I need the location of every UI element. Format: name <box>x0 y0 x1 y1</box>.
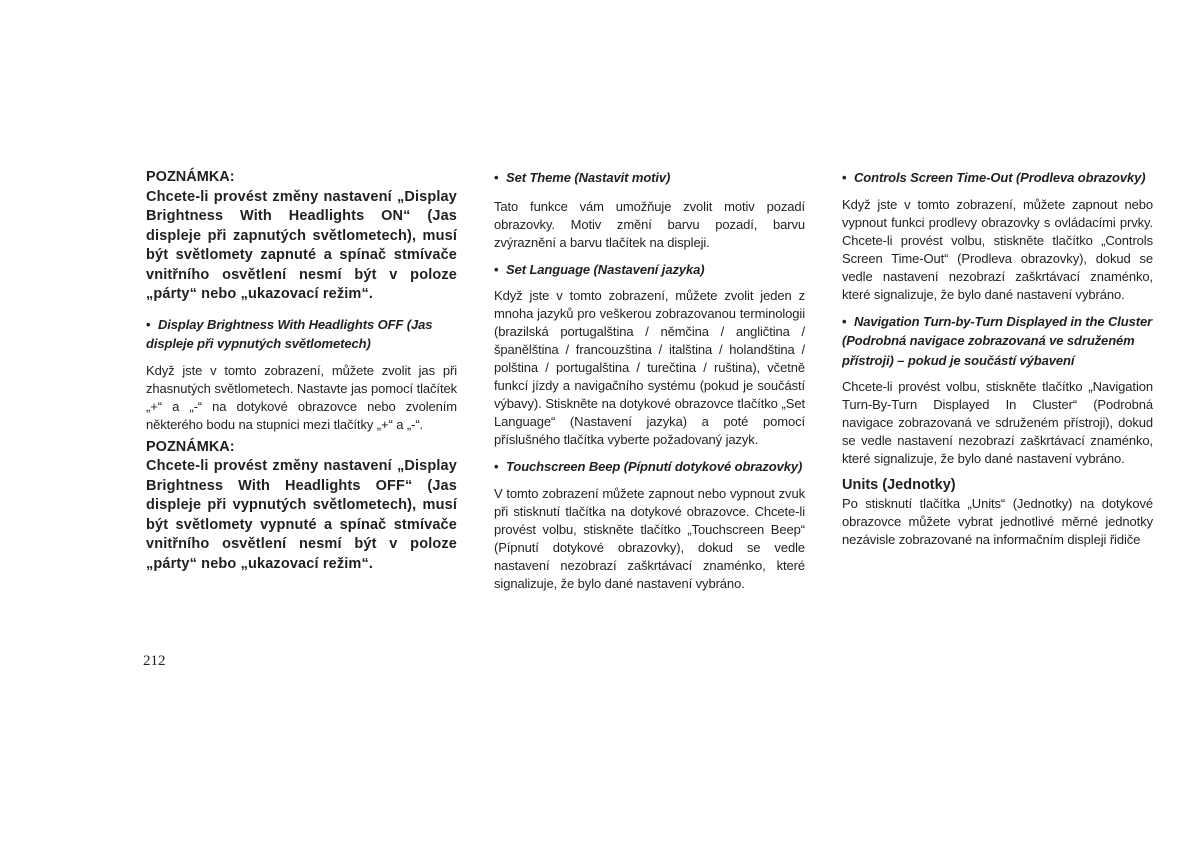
column-middle <box>494 168 805 593</box>
bullet-heading-touchscreen-beep: • Touchscreen Beep (Pípnutí dotykové obrazovky) <box>494 457 805 477</box>
bullet-icon: • <box>494 459 499 474</box>
bullet-heading-navigation-cluster: • Navigation Turn-by-Turn Displayed in the Cluster (Podrobná navigace zobrazovaná ve sdruženém přístroji) – pokud je součástí výbavení <box>842 313 1153 368</box>
bullet-icon: • <box>842 313 847 329</box>
note-heading: POZNÁMKA: <box>146 169 235 185</box>
paragraph: Tato funkce vám umožňuje zvolit motiv pozadí obrazovky. Motiv změní barvu pozadí, barvu zvýraznění a barvu tlačítek na displeji. <box>494 198 805 250</box>
paragraph: Po stisknutí tlačítka „Units“ (Jednotky) na dotykové obrazovce můžete vybrat jednotlivé měrné jednotky nezávisle zobrazované na informačním displeji řidiče <box>842 496 1153 547</box>
bullet-heading-set-language: • Set Language (Nastavení jazyka) <box>494 260 805 280</box>
bullet-heading-brightness-off: • Display Brightness With Headlights OFF (Jas displeje při vypnutých světlometech) <box>146 316 433 351</box>
bullet-icon: • <box>842 170 847 185</box>
note-text: Chcete-li provést změny nastavení „Display Brightness With Headlights OFF“ (Jas displeje při vypnutých světlometech), musí být světlomety vypnuté a spínač stmívače vnitřního osvětlení nesmí být v poloze „párty“ nebo „ukazovací režim“. <box>146 458 457 572</box>
section-heading-units: Units (Jednotky) <box>842 477 956 493</box>
note-text: Chcete-li provést změny nastavení „Display Brightness With Headlights ON“ (Jas displeje při zapnutých světlometech), musí být světlomety zapnuté a spínač stmívače vnitřního osvětlení nesmí být v poloze „párty“ nebo „ukazovací režim“. <box>146 188 457 302</box>
bullet-heading-screen-timeout: • Controls Screen Time-Out (Prodleva obrazovky) <box>842 168 1153 188</box>
column-left <box>146 168 457 574</box>
paragraph: Když jste v tomto zobrazení, můžete zvolit jas při zhasnutých světlometech. Nastavte jas pomocí tlačítek „+“ a „-“ na dotykové obrazovce nebo zvolením některého bodu na stupnici mezi tlačítky „+“ a „-“. <box>146 362 457 432</box>
paragraph: Když jste v tomto zobrazení, můžete zapnout nebo vypnout funkci prodlevy obrazovky s ovládacími prvky. Chcete-li provést volbu, stiskněte tlačítko „Controls Screen Time-Out“ (Prodleva obrazovky), dokud se vedle nastavení nezobrazí zaškrtávací znaménko, které signalizuje, že bylo dané nastavení vybráno. <box>842 196 1153 302</box>
bullet-icon: • <box>494 261 499 277</box>
paragraph: Chcete-li provést volbu, stiskněte tlačítko „Navigation Turn-By-Turn Displayed In Cluster“ (Podrobná navigace zobrazovaná ve sdruženém přístroji), dokud se vedle nastavení nezobrazí zaškrtávací znaménko, které signalizuje, že bylo dané nastavení vybráno. <box>842 379 1153 466</box>
paragraph: V tomto zobrazení můžete zapnout nebo vypnout zvuk při stisknutí tlačítka na dotykové obrazovce. Chcete-li provést volbu, stiskněte tlačítko „Touchscreen Beep“ (Pípnutí dotykové obrazovky), dokud se vedle nastavení nezobrazí zaškrtávací znaménko, které signalizuje, že bylo dané nastavení vybráno. <box>494 485 805 591</box>
page-number: 212 <box>143 653 166 669</box>
bullet-icon: • <box>494 170 499 185</box>
bullet-icon: • <box>146 316 151 332</box>
paragraph: Když jste v tomto zobrazení, můžete zvolit jeden z mnoha jazyků pro veškerou zobrazovanou terminologii (brazilská portugalština / němčina / angličtina / španělština / francouzština / italština / holandština / polština / portugalština / turečtina / ruština), včetně funkcí jízdy a navigačního systému (pokud je součástí výbavy). Stiskněte na dotykové obrazovce tlačítko „Set Language“ (Nastavení jazyka) a poté pomocí příslušného tlačítka vyberte požadovaný jazyk. <box>494 288 805 447</box>
note-heading: POZNÁMKA: <box>146 438 235 455</box>
bullet-heading-set-theme: • Set Theme (Nastavit motiv) <box>494 168 805 188</box>
column-right <box>842 168 1153 549</box>
